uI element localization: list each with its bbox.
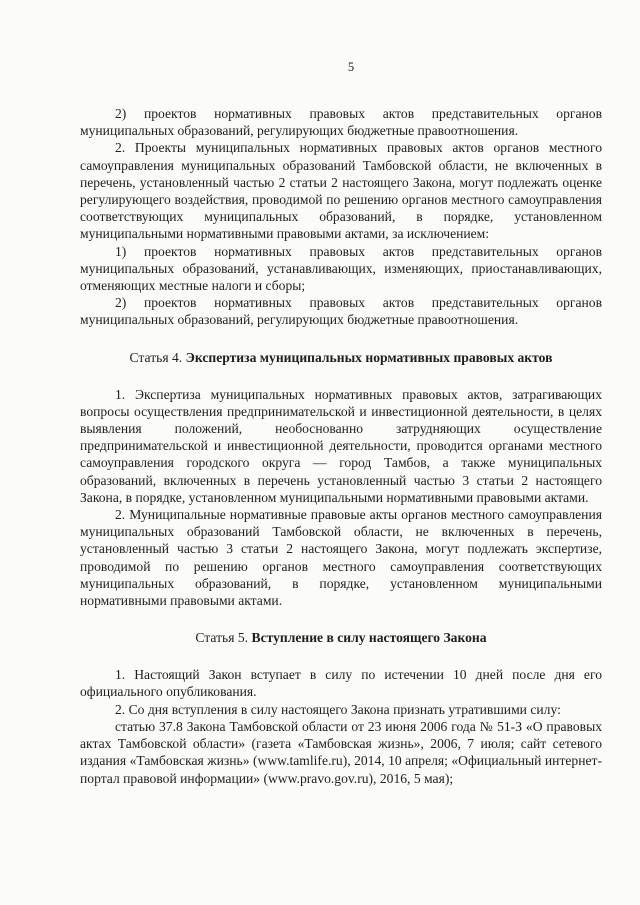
article-heading-5 (80, 629, 602, 646)
paragraph: 2) проектов нормативных правовых актов представительных органов муниципальных образований, регулирующих бюджетные правоотношения. (80, 295, 602, 328)
paragraph: 2) проектов нормативных правовых актов представительных органов муниципальных образований, регулирующих бюджетные правоотношения. (80, 106, 602, 139)
paragraph: 2. Со дня вступления в силу настоящего Закона признать утратившими силу: (115, 701, 561, 717)
paragraph: 1. Настоящий Закон вступает в силу по истечении 10 дней после дня его официального опубликования. (80, 667, 602, 700)
article-prefix: Статья 4. (129, 349, 183, 365)
paragraph: статью 37.8 Закона Тамбовской области от 23 июня 2006 года № 51-З «О правовых актах Тамбовской области» (газета «Тамбовская жизнь», 2006, 7 июля; сайт сетевого издания «Тамбовская жизнь» (www.tamlife.ru), 2014, 10 апреля; «Официальный интернет-портал правовой информации» (www.pravo.gov.ru), 2016, 5 мая); (80, 718, 602, 786)
article-heading-4 (80, 349, 602, 366)
article-prefix: Статья 5. (195, 630, 249, 646)
paragraph: 2. Проекты муниципальных нормативных правовых актов органов местного самоуправления муниципальных образований Тамбовской области, не включенных в перечень, установленный частью 2 статьи 2 настоящего Закона, могут подлежать оценке регулирующего воздействия, проводимой по решению органов местного самоуправления соответствующих муниципальных образований, в порядке, установленном муниципальными нормативными правовыми актами, за исключением: (80, 140, 602, 242)
paragraph: 1. Экспертиза муниципальных нормативных правовых актов, затрагивающих вопросы осуществления предпринимательской и инвестиционной деятельности, в целях выявления положений, необоснованно затрудняющих осуществление предпринимательской и инвестиционной деятельности, проводится органами местного самоуправления городского округа — город Тамбов, а также муниципальных образований, включенных в перечень установленный частью 3 статьи 2 настоящего Закона, в порядке, установленном муниципальными нормативными правовыми актами. (80, 386, 602, 505)
paragraph: 2. Муниципальные нормативные правовые акты органов местного самоуправления муниципальных образований Тамбовской области, не включенных в перечень, установленный частью 3 статьи 2 настоящего Закона, могут подлежать экспертизе, проводимой по решению органов местного самоуправления соответствующих муниципальных образований, в порядке, установленном муниципальными нормативными правовыми актами. (80, 507, 602, 609)
page-number: 5 (347, 60, 355, 74)
article-title: Вступление в силу настоящего Закона (251, 630, 487, 646)
article-title: Экспертиза муниципальных нормативных правовых актов (185, 349, 553, 365)
paragraph: 1) проектов нормативных правовых актов представительных органов муниципальных образований, устанавливающих, изменяющих, приостанавливающих, отменяющих местные налоги и сборы; (80, 243, 602, 294)
